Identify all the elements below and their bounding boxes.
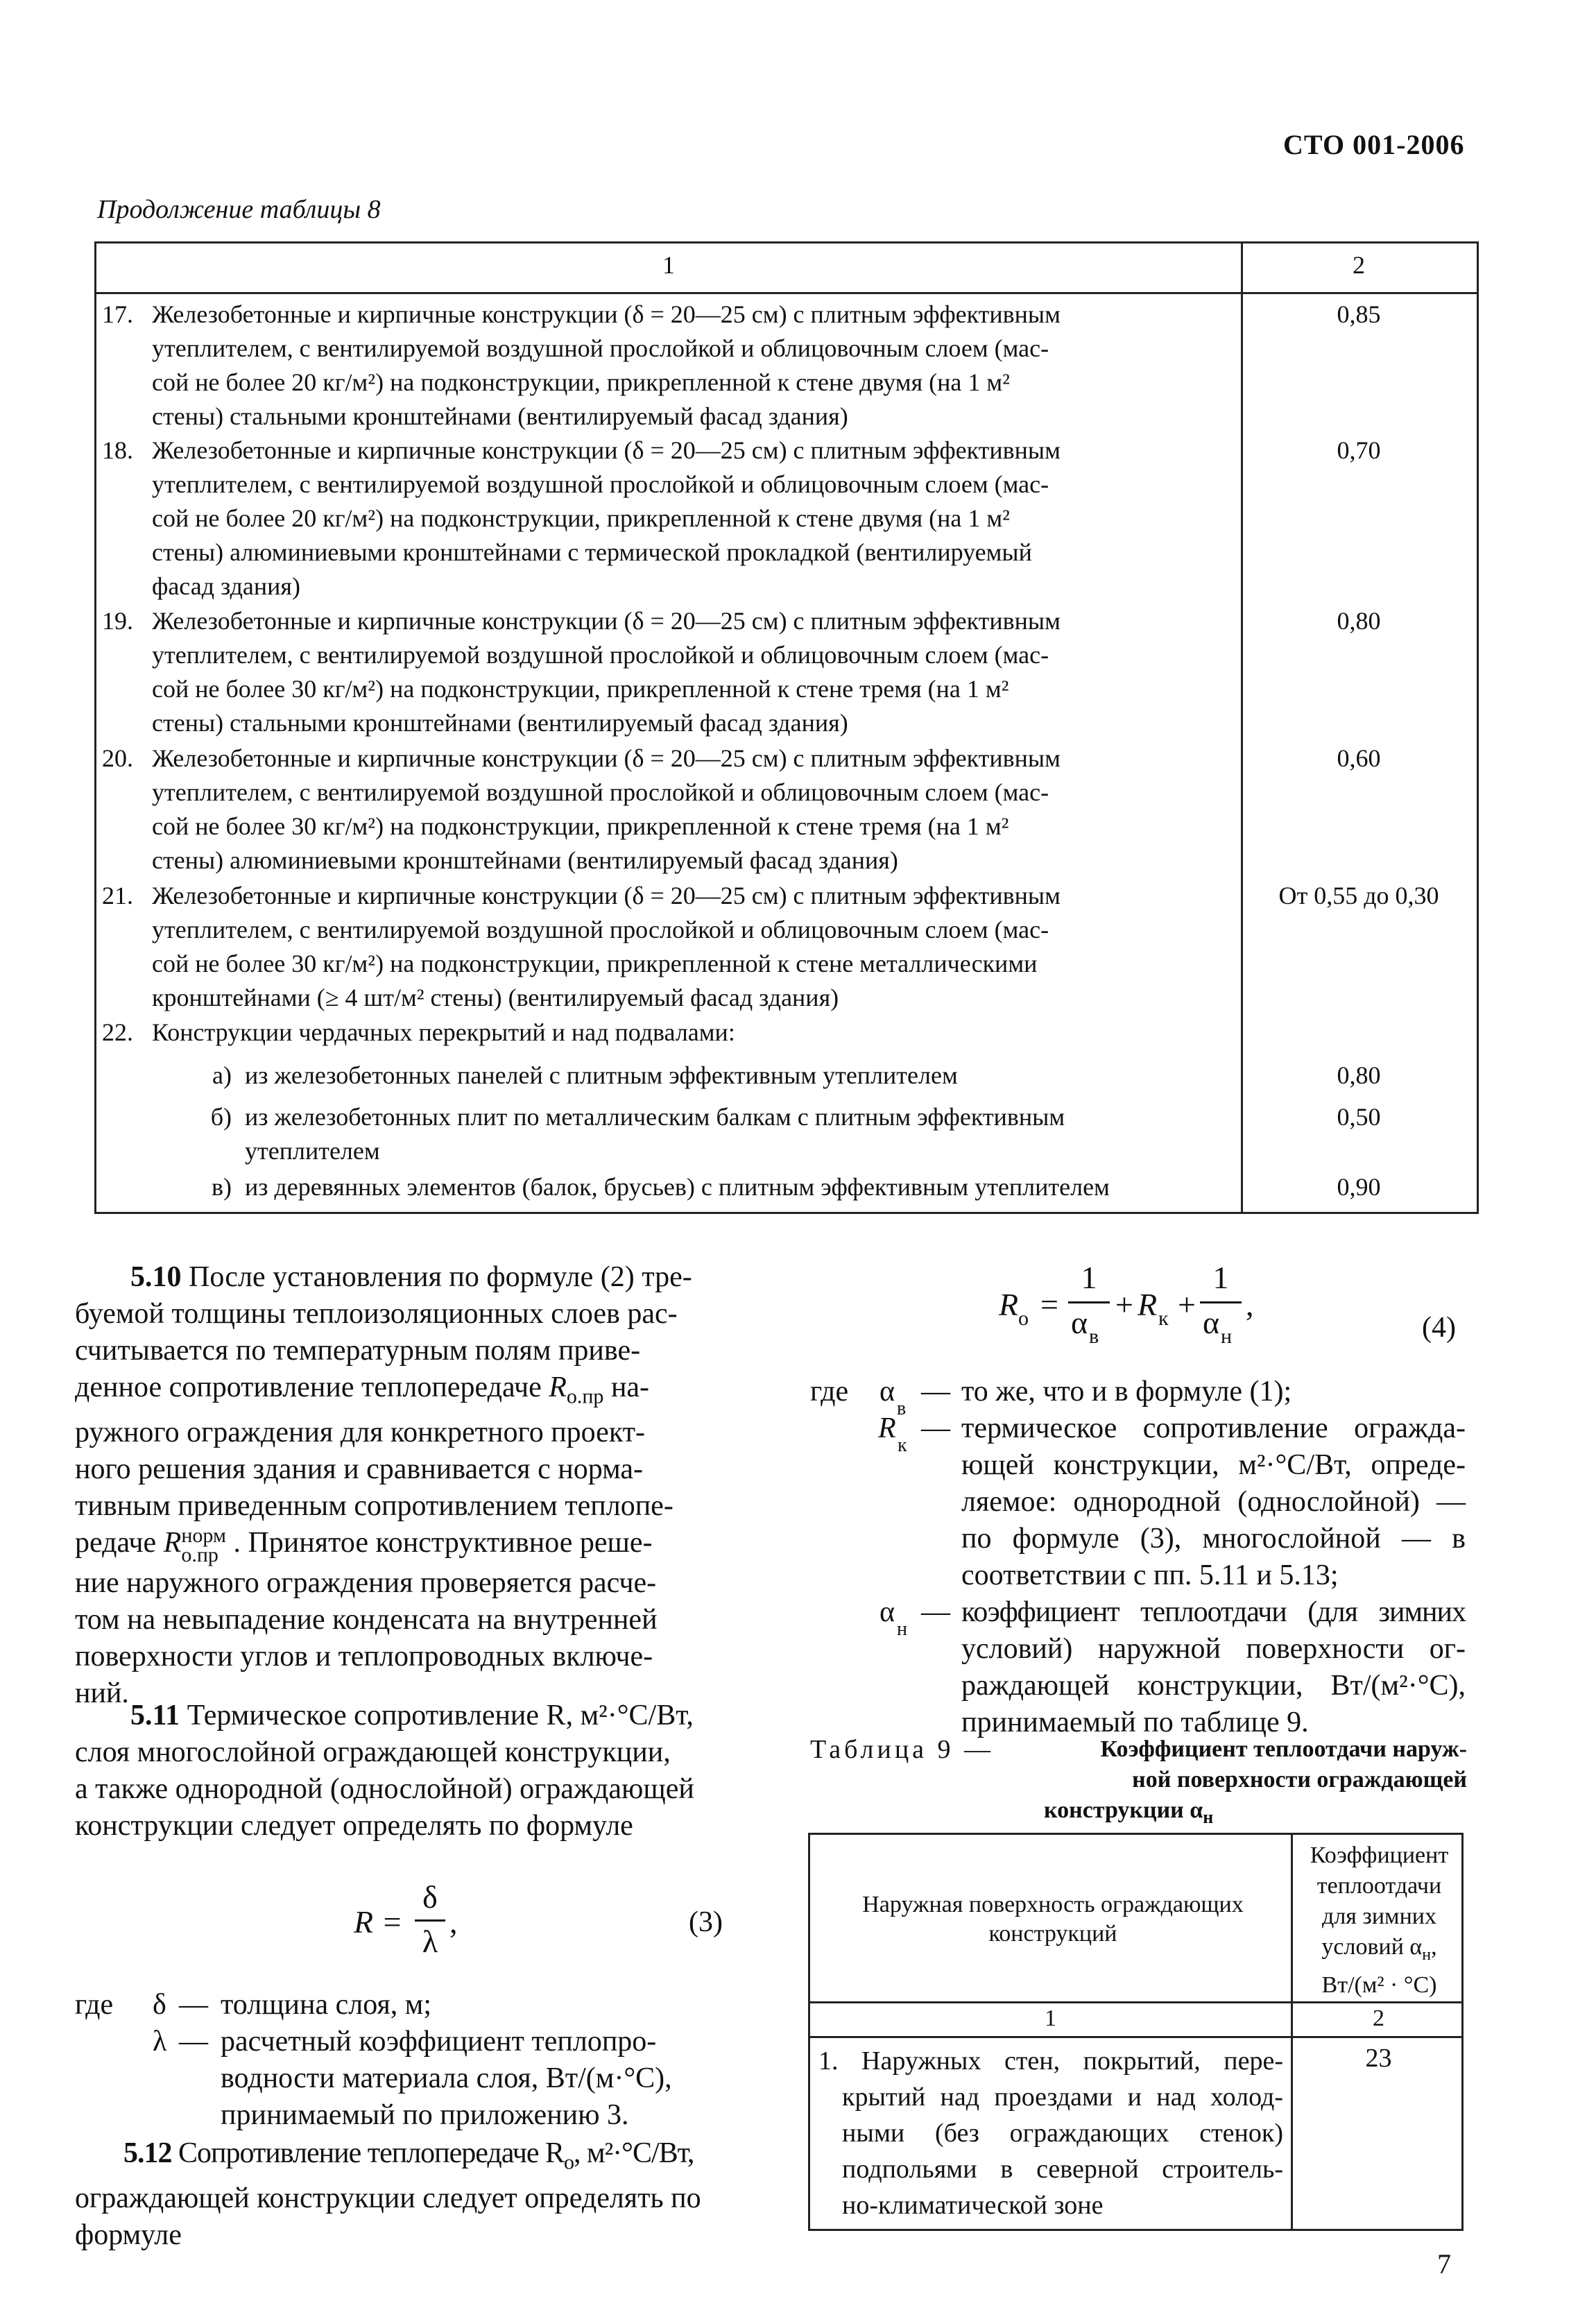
row-text-line: сой не более 30 кг/м²) на подконструкции, прикрепленной к стене металлическими [152, 950, 1038, 977]
table-col-number-1: 1 [1045, 2005, 1056, 2031]
row-text-line: утеплителем, с вентилируемой воздушной прослойкой и облицовочным слоем (мас- [152, 641, 1049, 669]
row-text-line: Железобетонные и кирпичные конструкции (δ = 20—25 см) с плитным эффективным [152, 607, 1061, 635]
where-symbol-subscript: н [897, 1618, 907, 1640]
where-word: где [810, 1376, 849, 1408]
table-column-divider [1291, 1835, 1293, 2229]
formula-denominator: λ [422, 1924, 438, 1959]
subrow-label: а) [212, 1061, 232, 1089]
where-symbol: α [879, 1376, 895, 1408]
where-symbol: λ [153, 2026, 167, 2058]
where-text-line: термическое сопротивление огражда- [961, 1412, 1466, 1444]
text-fragment: . Принятое конструктивное реше- [233, 1527, 653, 1559]
text-line: Сопротивление теплопередаче R [178, 2137, 564, 2169]
row-value: От 0,55 до 0,30 [1278, 882, 1439, 909]
where-list-formula-3 [75, 1987, 730, 2134]
table-subrow [180, 1100, 1234, 1168]
row-number: 21. [102, 882, 133, 909]
subrow-text-line: из железобетонных плит по металлическим балкам с плитным эффективным [245, 1103, 1065, 1131]
text-line: конструкции следует определять по формуле [75, 1810, 633, 1842]
formula-plus: + [1178, 1287, 1196, 1322]
table-subrow [180, 1059, 1234, 1093]
fraction-bar [1200, 1301, 1242, 1303]
header-line: для зимних [1322, 1904, 1436, 1929]
text-line: Термическое сопротивление R, м²·°С/Вт, [187, 1700, 694, 1731]
row-text-line: Конструкции чердачных перекрытий и над подвалами: [152, 1018, 735, 1046]
where-text-line: соответствии с пп. 5.11 и 5.13; [961, 1559, 1339, 1591]
row-text-line: стены) алюминиевыми кронштейнами с термической прокладкой (вентилируемый [152, 538, 1032, 566]
text-line: ружного ограждения для конкретного проект- [75, 1417, 646, 1449]
text-line: ние наружного ограждения проверяется расче- [75, 1566, 657, 1599]
symbol-r: R [163, 1527, 182, 1559]
row-text-line: Железобетонные и кирпичные конструкции (δ = 20—25 см) с плитным эффективным [152, 744, 1061, 772]
row-text-line: утеплителем, с вентилируемой воздушной прослойкой и облицовочным слоем (мас- [152, 470, 1049, 498]
where-text-line: водности материала слоя, Вт/(м·°С), [221, 2062, 672, 2094]
header-subscript: н [1422, 1945, 1432, 1964]
subrow-text-line: из железобетонных панелей с плитным эффективным утеплителем [245, 1061, 958, 1089]
table-continuation-caption: Продолжение таблицы 8 [97, 195, 381, 224]
row-text-line: 1. Наружных стен, покрытий, пере- [818, 2046, 1283, 2076]
formula-alpha: α [1071, 1305, 1088, 1340]
row-number: 22. [102, 1018, 133, 1046]
symbol-subscript: о.пр [181, 1543, 218, 1566]
paragraph-5-11 [75, 1697, 730, 1845]
subrow-value: 0,80 [1337, 1061, 1381, 1089]
text-line: буемой толщины теплоизоляционных слоев рас- [75, 1298, 678, 1330]
where-text-line: то же, что и в формуле (1); [961, 1376, 1292, 1408]
formula-alpha-subscript: н [1221, 1325, 1233, 1348]
subrow-label: в) [212, 1173, 232, 1201]
row-text-line: Железобетонные и кирпичные конструкции (δ = 20—25 см) с плитным эффективным [152, 436, 1061, 464]
header-comma: , [1431, 1934, 1437, 1960]
row-text-line: Железобетонные и кирпичные конструкции (δ = 20—25 см) с плитным эффективным [152, 882, 1061, 909]
where-dash: — [921, 1376, 950, 1408]
row-text-line: сой не более 20 кг/м²) на подконструкции, прикрепленной к стене двумя (на 1 м² [152, 504, 1010, 532]
formula-lhs: R [999, 1287, 1019, 1322]
where-word: где [75, 1989, 114, 2021]
row-value: 0,70 [1337, 436, 1381, 464]
subrow-label: б) [210, 1103, 232, 1131]
header-line: теплоотдачи [1316, 1873, 1442, 1899]
fraction-bar [415, 1919, 445, 1922]
text-line: поверхности углов и теплопроводных включе- [75, 1640, 653, 1673]
symbol-superscript: норм [181, 1523, 226, 1547]
where-symbol-subscript: к [898, 1435, 907, 1456]
table-col-number-2: 2 [1373, 2005, 1384, 2031]
row-text-line: ными (без ограждающих стенок) [842, 2119, 1283, 2148]
subrow-value: 0,50 [1337, 1103, 1381, 1131]
text-line: а также однородной (однослойной) ограждающей [75, 1773, 694, 1805]
paragraph-5-10 [75, 1259, 730, 1712]
table-header-col-2 [1294, 1840, 1464, 2001]
text-line: ного решения здания и сравнивается с норма- [75, 1453, 643, 1486]
where-text-line: толщина слоя, м; [221, 1989, 432, 2021]
subrow-text-line: утеплителем [245, 1137, 380, 1165]
row-value: 0,80 [1337, 607, 1381, 635]
row-value: 0,60 [1337, 744, 1381, 772]
formula-lhs-subscript: о [1018, 1307, 1029, 1330]
row-text-line: стены) стальными кронштейнами (вентилируемый фасад здания) [152, 402, 848, 430]
formula-numerator: 1 [1212, 1260, 1229, 1295]
where-text-line: расчетный коэффициент теплопро- [221, 2026, 657, 2058]
where-text-line: принимаемый по приложению 3. [221, 2099, 629, 2131]
title-line: Коэффициент теплоотдачи наруж- [1100, 1736, 1467, 1762]
symbol-r: R [549, 1371, 567, 1403]
formula-rk: R [1138, 1287, 1158, 1322]
formula-numerator: δ [422, 1879, 438, 1915]
paragraph-number: 5.10 [130, 1261, 182, 1293]
formula-equals: = [1040, 1287, 1058, 1322]
row-value: 0,85 [1337, 300, 1381, 328]
row-text-line: сой не более 30 кг/м²) на подконструкции, прикрепленной к стене тремя (на 1 м² [152, 675, 1009, 703]
text-line: считывается по температурным полям приве- [75, 1335, 641, 1367]
paragraph-5-12 [75, 2135, 730, 2254]
header-line: конструкций [988, 1921, 1117, 1947]
title-line: конструкции α [1044, 1797, 1203, 1823]
where-symbol-subscript: в [897, 1398, 907, 1419]
header-line: условий α [1321, 1934, 1423, 1960]
document-code: СТО 001-2006 [1283, 129, 1465, 160]
title-line: ной поверхности ограждающей [1132, 1767, 1467, 1793]
row-number: 18. [102, 436, 133, 464]
paragraph-number: 5.11 [130, 1700, 180, 1731]
table-header-col-1 [824, 1890, 1282, 1949]
table-9 [808, 1833, 1464, 2231]
row-number: 20. [102, 744, 133, 772]
formula-comma: , [449, 1904, 458, 1940]
header-line: Наружная поверхность ограждающих [862, 1892, 1244, 1917]
where-dash: — [179, 2026, 208, 2058]
row-text-line: сой не более 30 кг/м²) на подконструкции, прикрепленной к стене тремя (на 1 м² [152, 812, 1009, 840]
header-line: Коэффициент [1310, 1842, 1449, 1868]
formula-numerator: 1 [1081, 1260, 1097, 1295]
table-col-number-1: 1 [662, 251, 675, 279]
row-text-line: утеплителем, с вентилируемой воздушной прослойкой и облицовочным слоем (мас- [152, 778, 1049, 806]
formula-comma: , [1246, 1287, 1254, 1322]
subrow-value: 0,90 [1337, 1173, 1381, 1201]
text-line: ний. [75, 1677, 129, 1709]
formula-3 [354, 1879, 562, 1959]
row-number: 17. [102, 300, 133, 328]
row-text-line: Железобетонные и кирпичные конструкции (δ = 20—25 см) с плитным эффективным [152, 300, 1061, 328]
text-line: формуле [75, 2219, 182, 2252]
row-text-line: утеплителем, с вентилируемой воздушной прослойкой и облицовочным слоем (мас- [152, 916, 1049, 943]
text-line: денное сопротивление теплопередаче [75, 1371, 542, 1403]
formula-alpha: α [1203, 1305, 1220, 1340]
where-list-formula-4 [810, 1374, 1466, 1741]
table-header-divider [810, 2001, 1461, 2003]
row-text-line: сой не более 20 кг/м²) на подконструкции, прикрепленной к стене двумя (на 1 м² [152, 368, 1010, 396]
row-text-line: но-климатической зоне [842, 2191, 1104, 2220]
where-symbol: δ [153, 1989, 166, 2021]
fraction-bar [1068, 1301, 1110, 1303]
row-text-line: стены) алюминиевыми кронштейнами (вентилируемый фасад здания) [152, 846, 898, 874]
row-text-line: подпольями в северной строитель- [842, 2155, 1283, 2184]
text-fragment: на- [610, 1371, 650, 1403]
where-dash: — [921, 1596, 950, 1628]
subrow-text-line: из деревянных элементов (балок, брусьев) с плитным эффективным утеплителем [245, 1173, 1110, 1201]
table-8 [94, 241, 1479, 1214]
table-col-number-2: 2 [1353, 251, 1365, 279]
where-text-line: по формуле (3), многослойной — в [961, 1523, 1466, 1555]
where-dash: — [179, 1989, 208, 2021]
header-line: Вт/(м² · °С) [1321, 1971, 1437, 1998]
table-subrow [180, 1170, 1234, 1204]
page-number: 7 [1437, 2248, 1451, 2279]
formula-plus: + [1115, 1287, 1133, 1322]
row-text-line: фасад здания) [152, 572, 300, 600]
row-text-line: кронштейнами (≥ 4 шт/м² стены) (вентилируемый фасад здания) [152, 984, 839, 1011]
table-header-divider [96, 292, 1477, 294]
row-text-line: крытий над проездами и над холод- [842, 2082, 1283, 2112]
row-value: 23 [1365, 2044, 1392, 2073]
table-9-title [1044, 1734, 1467, 1833]
where-symbol: α [879, 1596, 895, 1628]
table-number-row-divider [810, 2036, 1461, 2038]
paragraph-number: 5.12 [123, 2137, 172, 2169]
formula-3-number: (3) [689, 1906, 723, 1938]
title-subscript: н [1203, 1806, 1214, 1827]
table-row [818, 2043, 1283, 2223]
row-number: 19. [102, 607, 133, 635]
formula-4 [999, 1256, 1346, 1348]
text-line: тивным приведенным сопротивлением теплопе- [75, 1490, 673, 1523]
where-text-line: раждающей конструкции, Вт/(м²·°С), [961, 1670, 1466, 1702]
formula-lhs: R = [354, 1904, 403, 1940]
text-line: редаче [75, 1527, 157, 1559]
formula-alpha-subscript: в [1089, 1325, 1099, 1348]
where-text-line: принимаемый по таблице 9. [961, 1706, 1309, 1738]
symbol-subscript: о.пр [566, 1385, 604, 1408]
text-line: ограждающей конструкции следует определять по [75, 2182, 701, 2215]
text-line: После установления по формуле (2) тре- [189, 1261, 692, 1293]
where-symbol: R [878, 1412, 896, 1444]
table-9-label: Таблица 9 — [810, 1735, 995, 1764]
where-text-line: условий) наружной поверхности ог- [961, 1633, 1466, 1665]
formula-4-number: (4) [1422, 1312, 1456, 1344]
formula-rk-subscript: к [1158, 1307, 1169, 1330]
row-text-line: стены) стальными кронштейнами (вентилируемый фасад здания) [152, 709, 848, 737]
where-text-line: ляемое: однородной (однослойной) — [961, 1486, 1466, 1518]
text-line: том на невыпадение конденсата на внутренней [75, 1603, 658, 1636]
where-text-line: ющей конструкции, м²·°С/Вт, опреде- [961, 1449, 1466, 1481]
row-text-line: утеплителем, с вентилируемой воздушной прослойкой и облицовочным слоем (мас- [152, 334, 1049, 362]
text-line: слоя многослойной ограждающей конструкции, [75, 1736, 671, 1768]
text-fragment: , м²·°С/Вт, [574, 2137, 694, 2169]
where-dash: — [921, 1412, 950, 1444]
where-text-line: коэффициент теплоотдачи (для зимних [961, 1596, 1466, 1628]
symbol-subscript: о [564, 2150, 574, 2174]
